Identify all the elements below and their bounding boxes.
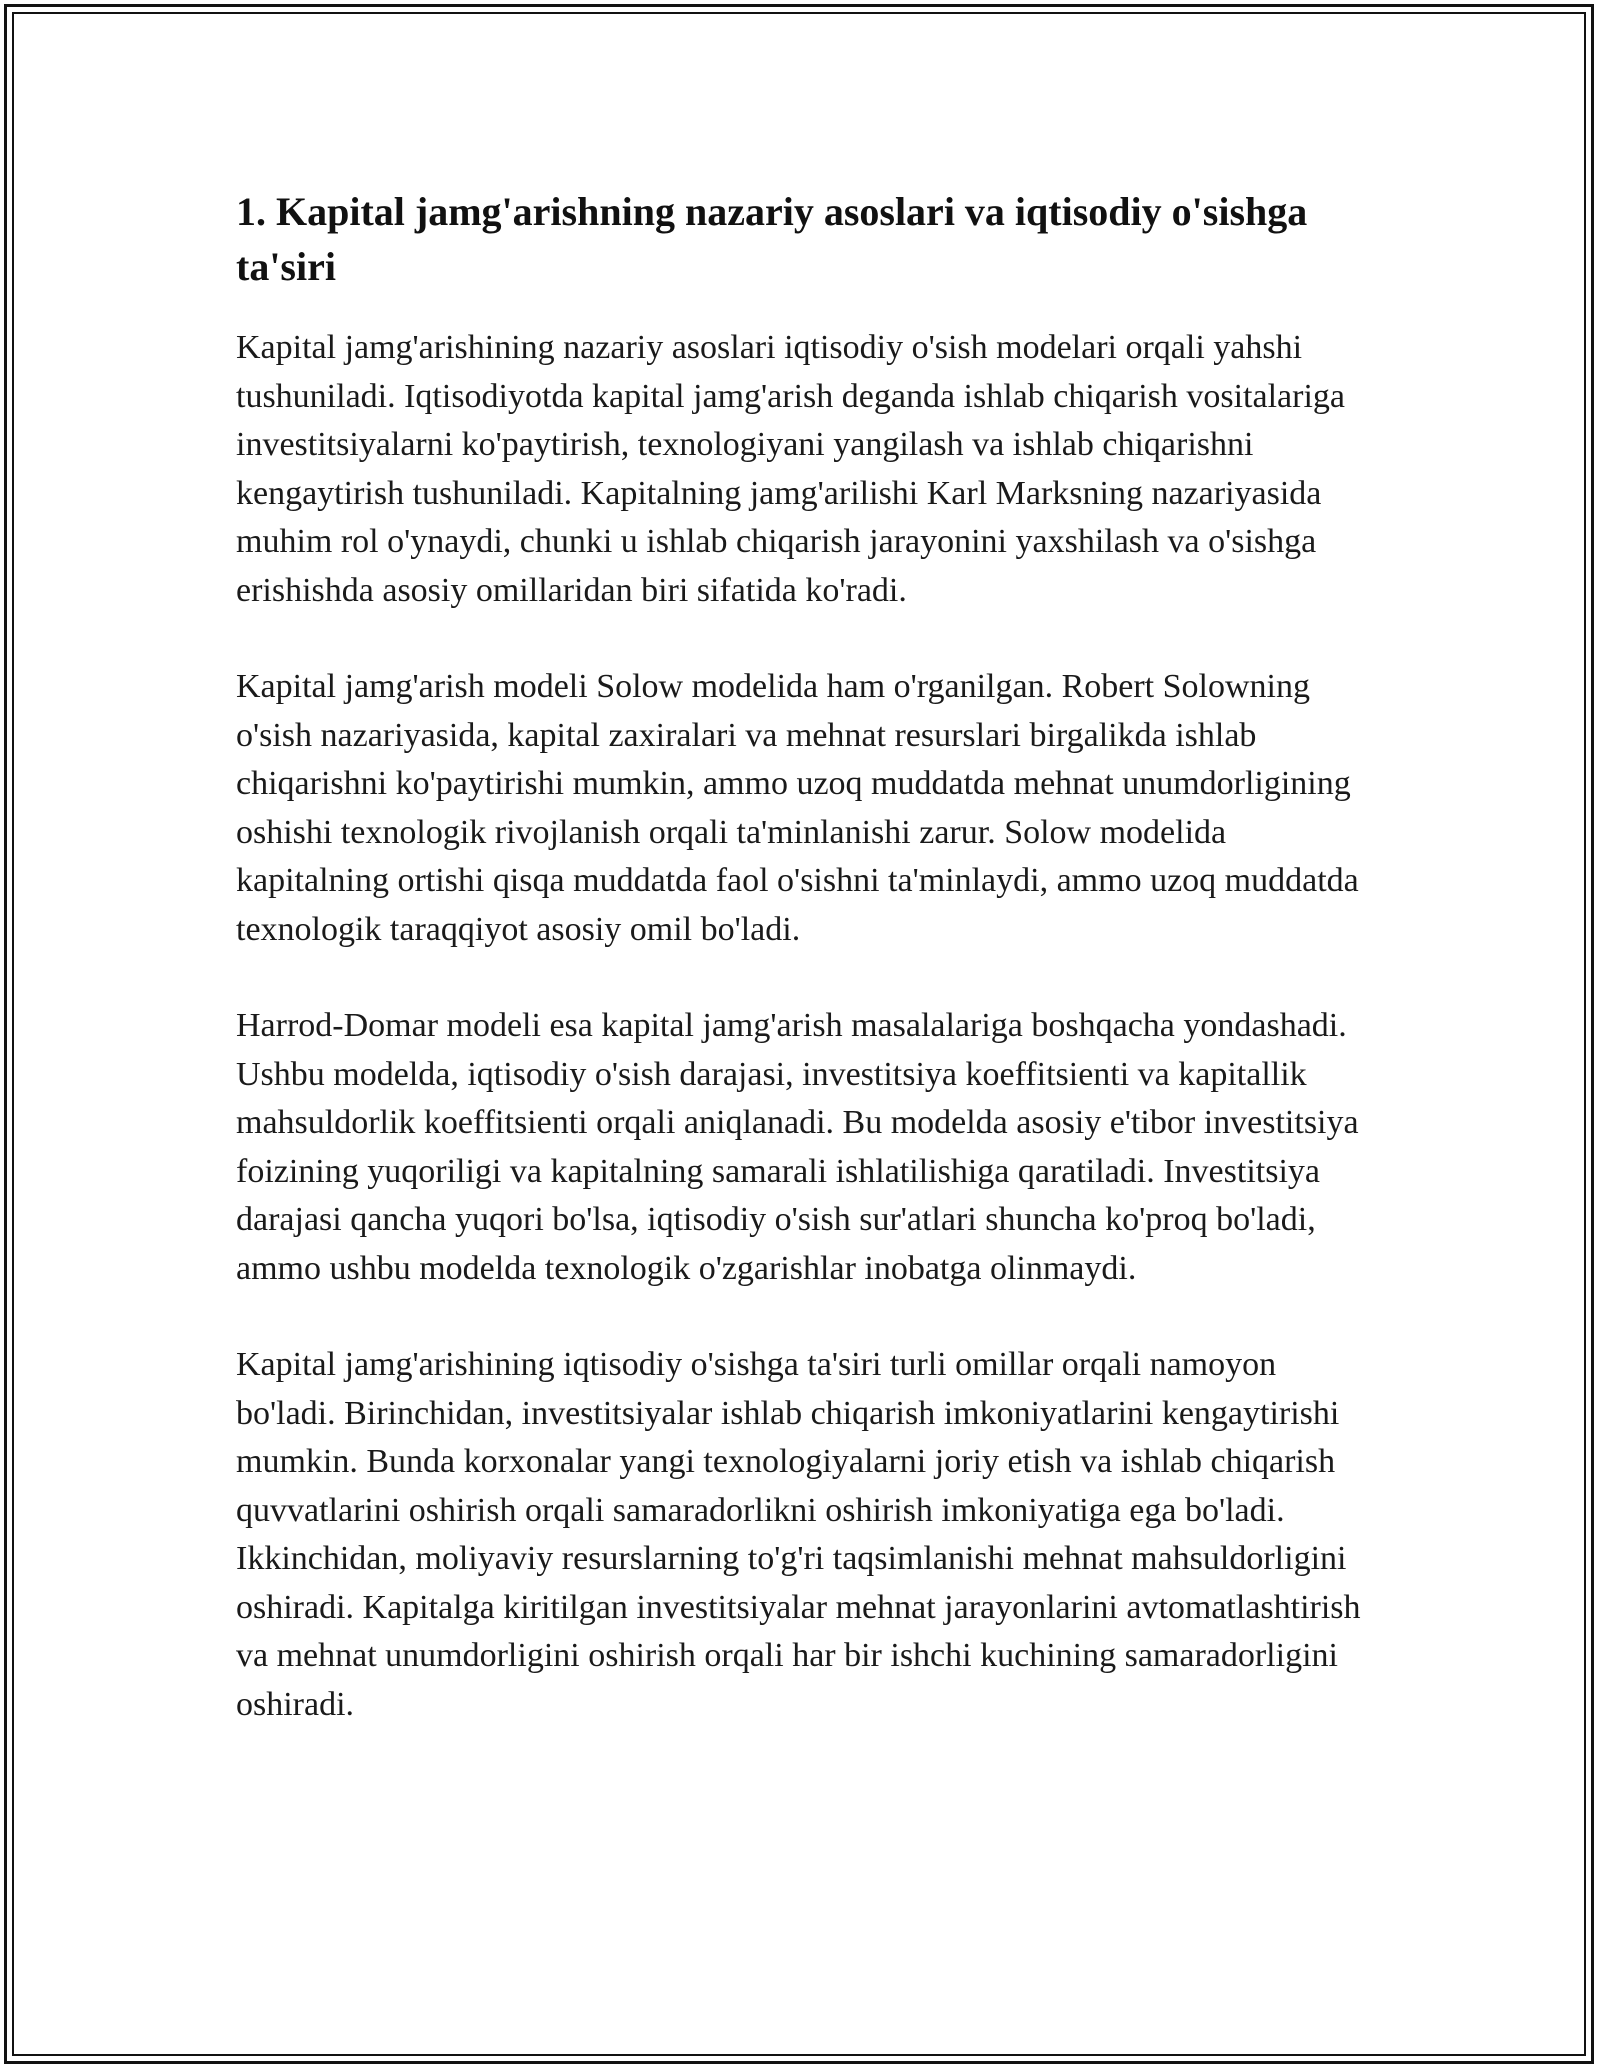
paragraph-4: Kapital jamg'arishining iqtisodiy o'sishga ta'siri turli omillar orqali namoyon bo'ladi. Birinchidan, investitsiyalar ishlab chiqarish imkoniyatlarini kengaytirishi mumkin. Bunda korxonalar yangi texnologiyalarni joriy etish va ishlab chiqarish quvvatlarini oshirish orqali samaradorlikni oshirish imkoniyatiga ega bo'ladi. Ikkinchidan, moliyaviy resurslarning to'g'ri taqsimlanishi mehnat mahsuldorligini oshiradi. Kapitalga kiritilgan investitsiyalar mehnat jarayonlarini avtomatlashtirish va mehnat unumdorligini oshirish orqali har bir ishchi kuchining samaradorligini oshiradi. <box>236 1346 1361 1723</box>
paragraph-1: Kapital jamg'arishining nazariy asoslari iqtisodiy o'sish modelari orqali yahshi tushuniladi. Iqtisodiyotda kapital jamg'arish deganda ishlab chiqarish vositalariga investitsiyalarni ko'paytirish, texnologiyani yangilash va ishlab chiqarishni kengaytirish tushuniladi. Kapitalning jamg'arilishi Karl Marksning nazariyasida muhim rol o'ynaydi, chunki u ishlab chiqarish jarayonini yaxshilash va o'sishga erishishda asosiy omillaridan biri sifatida ko'radi. <box>236 329 1345 609</box>
section-heading: 1. Kapital jamg'arishning nazariy asoslari va iqtisodiy o'sishga ta'siri <box>236 189 1308 289</box>
paragraph-2: Kapital jamg'arish modeli Solow modelida ham o'rganilgan. Robert Solowning o'sish nazariyasida, kapital zaxiralari va mehnat resurslari birgalikda ishlab chiqarishni ko'paytirishi mumkin, ammo uzoq muddatda mehnat unumdorligining oshishi texnologik rivojlanish orqali ta'minlanishi zarur. Solow modelida kapitalning ortishi qisqa muddatda faol o'sishni ta'minlaydi, ammo uzoq muddatda texnologik taraqqiyot asosiy omil bo'ladi. <box>236 668 1359 948</box>
document-body <box>236 184 1366 1777</box>
paragraph-3: Harrod-Domar modeli esa kapital jamg'arish masalalariga boshqacha yondashadi. Ushbu modelda, iqtisodiy o'sish darajasi, investitsiya koeffitsienti va kapitallik mahsuldorlik koeffitsienti orqali aniqlanadi. Bu modelda asosiy e'tibor investitsiya foizining yuqoriligi va kapitalning samarali ishlatilishiga qaratiladi. Investitsiya darajasi qancha yuqori bo'lsa, iqtisodiy o'sish sur'atlari shuncha ko'proq bo'ladi, ammo ushbu modelda texnologik o'zgarishlar inobatga olinmaydi. <box>236 1007 1359 1287</box>
